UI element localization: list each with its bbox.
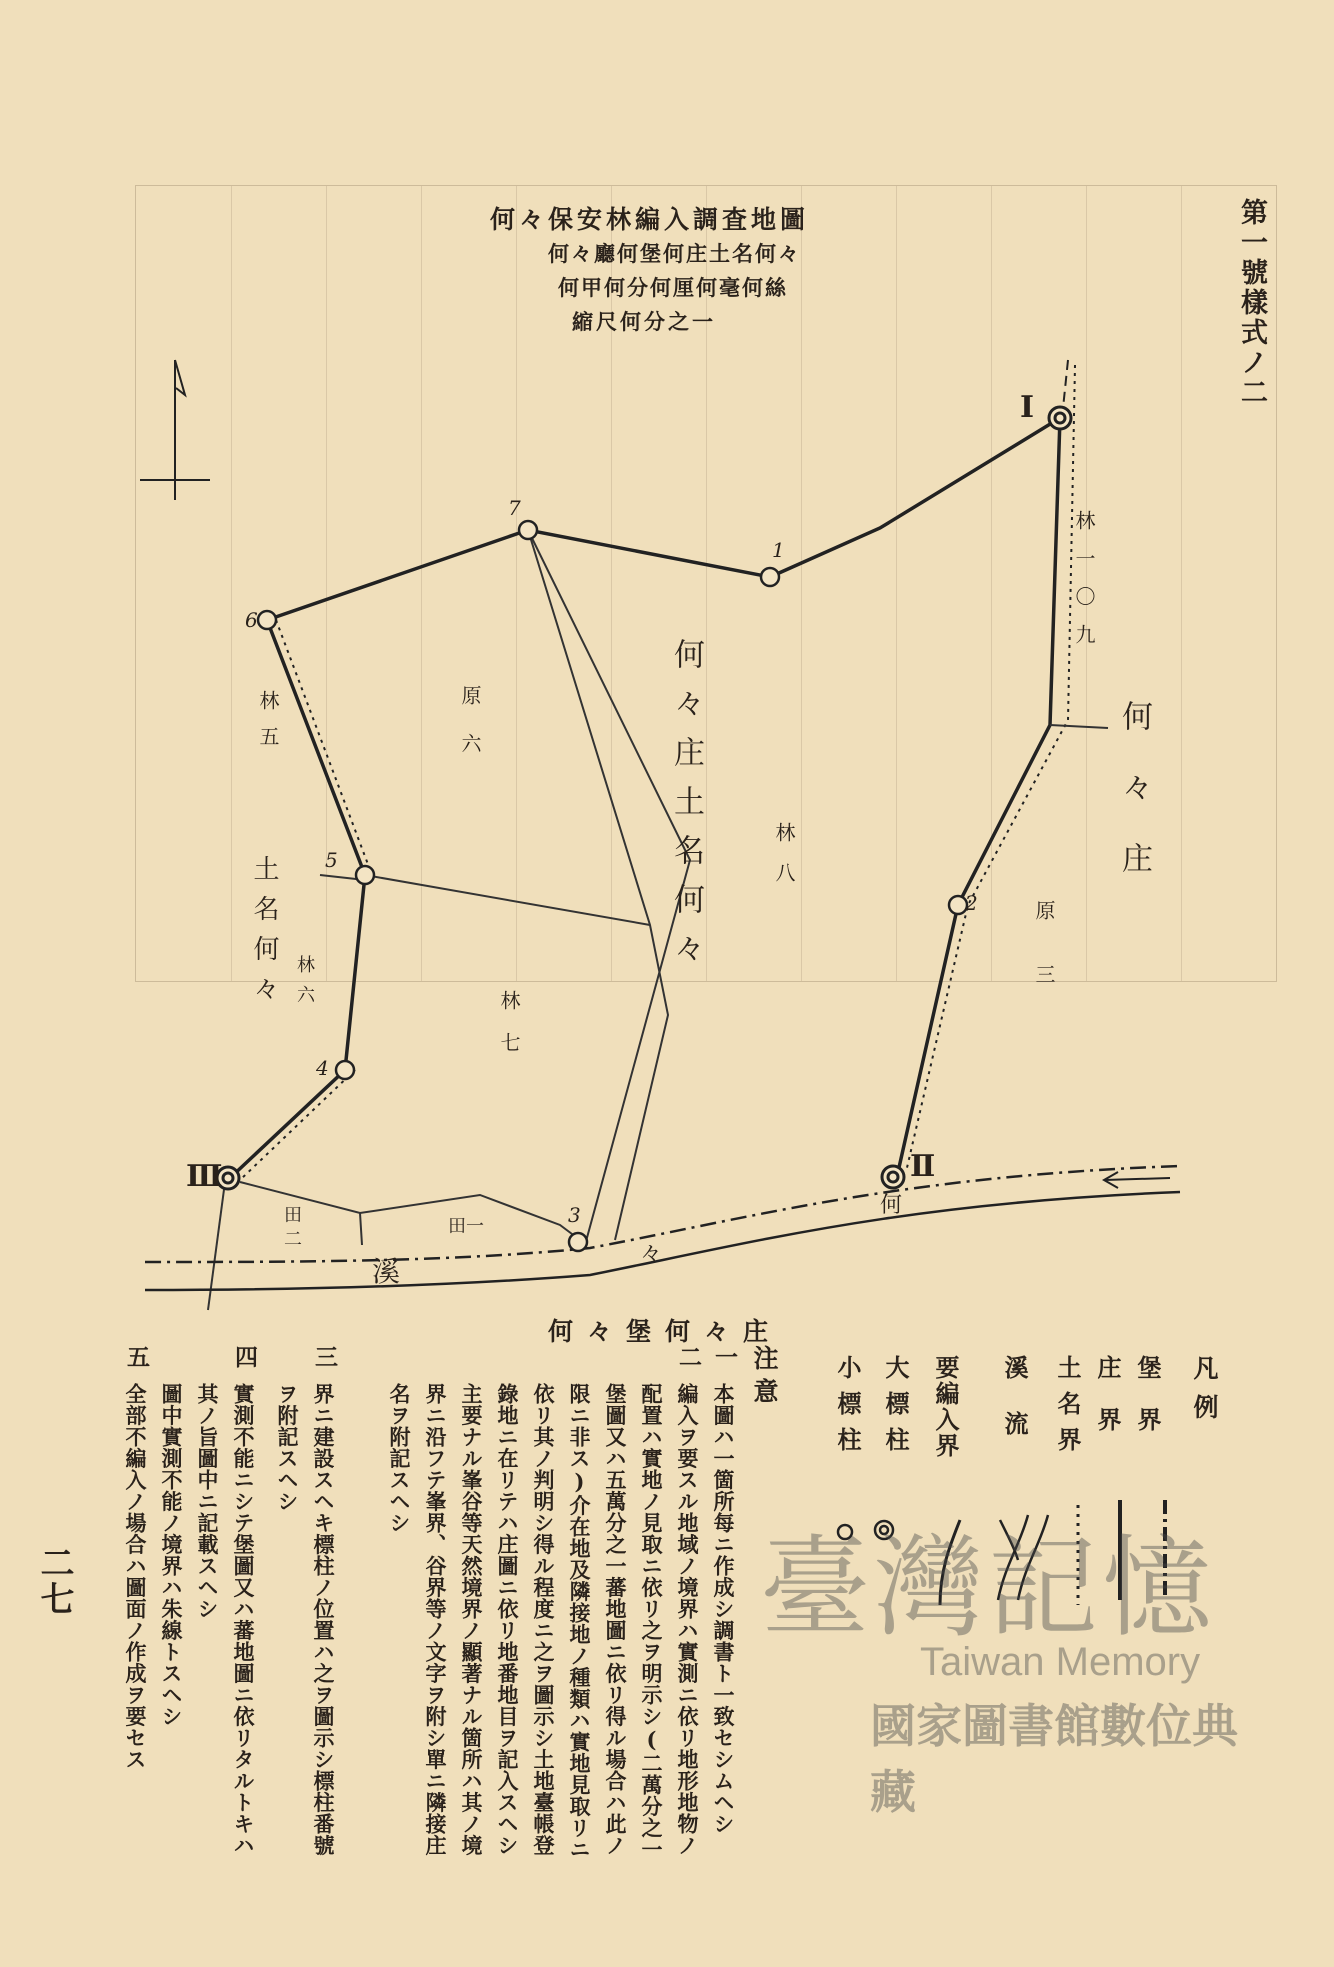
legend-item-zhuang: 庄界 <box>1093 1355 1122 1459</box>
note-line: 其ノ旨圖中ニ記載スヘシ <box>195 1383 220 1620</box>
note-line: 界ニ沿フテ峯界、谷界等ノ文字ヲ附シ單ニ隣接庄 <box>423 1383 448 1856</box>
small-marker-label-1: 1 <box>772 538 785 562</box>
watermark-chinese: 臺灣記憶 <box>760 1524 1216 1652</box>
note-number: 三 <box>311 1345 338 1368</box>
form-label: 第一號樣式ノ二 <box>1236 198 1267 408</box>
watermark-caption: 國家圖書館數位典藏 <box>870 1699 1238 1819</box>
legend-heading: 凡例 <box>1190 1355 1219 1433</box>
big-marker-label-2: Ⅱ <box>910 1149 936 1184</box>
note-line: 圖中實測不能ノ境界ハ朱線トスヘシ <box>159 1383 184 1727</box>
small-marker-label-2: 2 <box>965 891 978 915</box>
region-lin7: 林七 <box>497 990 521 1074</box>
big-marker-label-1: Ⅰ <box>1020 390 1035 425</box>
stream-label: 溪 <box>372 1255 401 1288</box>
region-lin5: 林五 <box>256 690 280 762</box>
map-bottom-label: 何々堡何々庄 <box>548 1317 783 1346</box>
map-subtitle-3: 縮尺何分之一 <box>572 309 716 334</box>
note-line: 編入ヲ要スル地域ノ境界ハ實測ニ依リ地形地物ノ <box>675 1383 700 1856</box>
region-center: 何々庄土名何々 <box>668 638 704 981</box>
note-number: 四 <box>231 1345 258 1368</box>
map-subtitle-2: 何甲何分何厘何毫何絲 <box>558 275 788 300</box>
region-tian1: 田一 <box>448 1216 484 1237</box>
note-line: 名ヲ附記スヘシ <box>387 1383 412 1534</box>
legend-item-stream: 溪流 <box>1000 1355 1029 1467</box>
region-lin6: 林六 <box>294 955 315 1015</box>
small-marker-label-5: 5 <box>325 848 338 872</box>
note-number: 一 <box>711 1345 738 1368</box>
stream-label-mid: 々 <box>640 1242 663 1267</box>
region-lin109: 林一〇九 <box>1072 510 1096 662</box>
legend-item-tuming: 土名界 <box>1053 1355 1082 1463</box>
legend-item-bao: 堡界 <box>1133 1355 1162 1459</box>
note-number: 五 <box>123 1345 150 1368</box>
note-line: 實測不能ニシテ堡圖又ハ蕃地圖ニ依リタルトキハ <box>231 1383 256 1856</box>
region-right-area: 何々庄 <box>1116 700 1152 913</box>
note-line: 全部不編入ノ場合ハ圖面ノ作成ヲ要セス <box>123 1383 148 1770</box>
map-subtitle-1: 何々廳何堡何庄土名何々 <box>548 241 801 266</box>
big-marker-label-3: Ⅲ <box>186 1159 223 1194</box>
small-marker-label-4: 4 <box>316 1056 329 1080</box>
region-lin8: 林八 <box>772 822 796 902</box>
watermark <box>760 1500 1280 1819</box>
note-line: 配置ハ實地ノ見取ニ依リ之ヲ明示シ(二萬分之一 <box>639 1383 664 1860</box>
note-line: ヲ附記スヘシ <box>275 1383 300 1512</box>
note-line: 本圖ハ一箇所每ニ作成シ調書ト一致セシムヘシ <box>711 1383 736 1835</box>
note-line: 錄地ニ在リテハ庄圖ニ依リ地番地目ヲ記入スヘシ <box>495 1383 520 1856</box>
note-line: 界ニ建設スヘキ標柱ノ位置ハ之ヲ圖示シ標柱番號 <box>311 1383 336 1856</box>
note-line: 堡圖又ハ五萬分之一蕃地圖ニ依リ得ル場合ハ此ノ <box>603 1383 628 1856</box>
note-line: 依リ其ノ判明シ得ル程度ニ之ヲ圖示シ土地臺帳登 <box>531 1383 556 1856</box>
note-line: 主要ナル峯谷等天然境界ノ顯著ナル箇所ハ其ノ境 <box>459 1383 484 1856</box>
region-tian2: 田二 <box>281 1205 302 1253</box>
legend-item-big-post: 大標柱 <box>881 1355 910 1463</box>
page-number: 二七 <box>34 1545 74 1617</box>
small-marker-label-7: 7 <box>508 496 521 520</box>
region-yuan6: 原六 <box>458 685 482 781</box>
legend-item-bianru: 要編入界 <box>931 1355 960 1459</box>
map-title: 何々保安林編入調査地圖 <box>490 205 810 234</box>
region-yuan3: 原三 <box>1032 900 1056 1028</box>
notes-heading: 注意 <box>750 1345 779 1411</box>
legend-item-small-post: 小標柱 <box>833 1355 862 1463</box>
small-marker-label-6: 6 <box>245 608 258 632</box>
small-marker-label-3: 3 <box>568 1203 581 1227</box>
watermark-english: Taiwan Memory <box>920 1640 1201 1684</box>
region-left-area: 土名何々 <box>249 855 279 1015</box>
note-number: 二 <box>675 1345 702 1368</box>
stream-label-end: 何 <box>880 1193 903 1218</box>
note-line: 限ニ非ス)介在地及隣接地ノ種類ハ實地見取リニ <box>567 1383 592 1860</box>
